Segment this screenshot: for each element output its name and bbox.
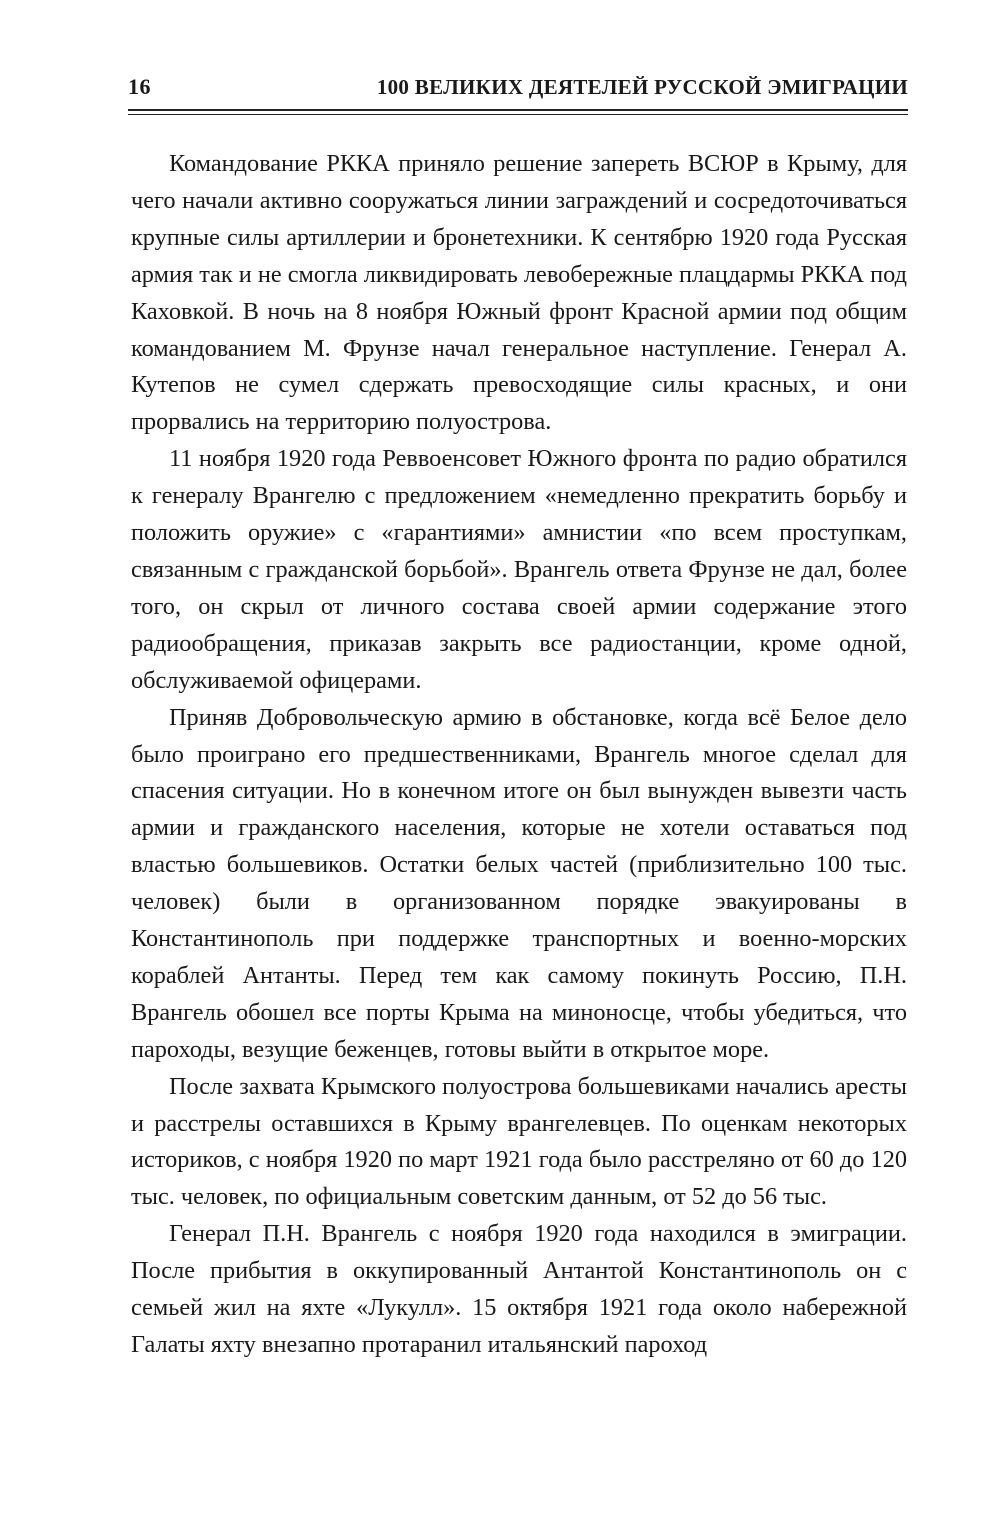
book-title: 100 ВЕЛИКИХ ДЕЯТЕЛЕЙ РУССКОЙ ЭМИГРАЦИИ: [376, 75, 908, 99]
header-rule-thin: [128, 114, 908, 115]
header-rule-thick: [128, 109, 908, 111]
page-number: 16: [128, 74, 151, 99]
paragraph-4: После захвата Крымского полуострова большевиками начались аресты и расстрелы оставшихся в Крыму врангелевцев. По оценкам некоторых историков, с ноября 1920 по март 1921 года было расстреляно от 60 до 120 тыс. человек, по официальным советским данным, от 52 до 56 тыс.: [131, 1072, 907, 1211]
body-text: [131, 146, 907, 1364]
running-header: [128, 70, 908, 106]
paragraph-1: Командование РККА приняло решение запереть ВСЮР в Крыму, для чего начали активно сооружаться линии заграждений и сосредоточиваться крупные силы артиллерии и бронетехники. К сентябрю 1920 года Русская армия так и не смогла ликвидировать левобережные плацдармы РККА под Каховкой. В ночь на 8 ноября Южный фронт Красной армии под общим командованием М. Фрунзе начал генеральное наступление. Генерал А. Кутепов не сумел сдержать превосходящие силы красных, и они прорвались на территорию полуострова.: [131, 150, 907, 436]
paragraph-2: 11 ноября 1920 года Реввоенсовет Южного фронта по радио обратился к генералу Врангелю с предложением «немедленно прекратить борьбу и положить оружие» с «гарантиями» амнистии «по всем проступкам, связанным с гражданской борьбой». Врангель ответа Фрунзе не дал, более того, он скрыл от личного состава своей армии содержание этого радиообращения, приказав закрыть все радиостанции, кроме одной, обслуживаемой офицерами.: [131, 445, 907, 694]
paragraph-3: Приняв Добровольческую армию в обстановке, когда всё Белое дело было проиграно его предшественниками, Врангель многое сделал для спасения ситуации. Но в конечном итоге он был вынужден вывезти часть армии и гражданского населения, которые не хотели оставаться под властью большевиков. Остатки белых частей (приблизительно 100 тыс. человек) были в организованном порядке эвакуированы в Константинополь при поддержке транспортных и военно-морских кораблей Антанты. Перед тем как самому покинуть Россию, П.Н. Врангель обошел все порты Крыма на миноносце, чтобы убедиться, что пароходы, везущие беженцев, готовы выйти в открытое море.: [131, 703, 907, 1063]
paragraph-5: Генерал П.Н. Врангель с ноября 1920 года находился в эмиграции. После прибытия в оккупированный Антантой Константинополь он с семьей жил на яхте «Лукулл». 15 октября 1921 года около набережной Галаты яхту внезапно протаранил итальянский пароход: [131, 1220, 907, 1358]
